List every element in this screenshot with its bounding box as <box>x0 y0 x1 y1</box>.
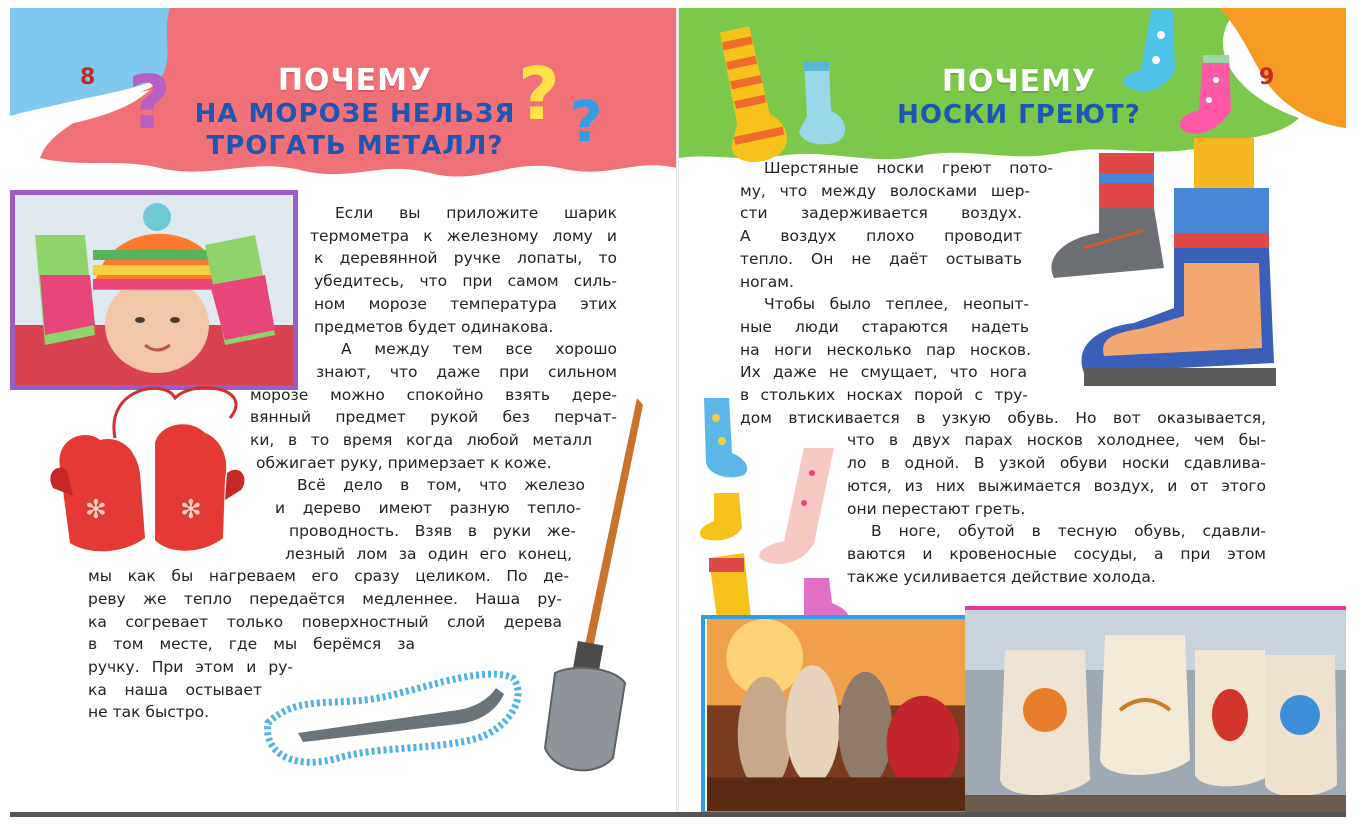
text-line: сти задерживается воздух. <box>740 204 1022 223</box>
text-line: вянный предмет рукой без перчат- <box>250 408 617 427</box>
text-line: морозе можно спокойно взять дере- <box>250 385 617 404</box>
title-line: ПОЧЕМУ <box>277 63 433 98</box>
question-mark-icon: ? <box>570 90 603 155</box>
question-mark-icon: ? <box>518 52 560 136</box>
right-page <box>679 8 1346 816</box>
text-line: Чтобы было теплее, неопыт- <box>764 295 1029 314</box>
text-line: ручку. При этом и ру- <box>88 658 293 677</box>
text-line: мы как бы нагреваем его сразу целиком. По де- <box>88 567 569 586</box>
text-line: ка согревает только поверхностный слой дерева <box>88 612 562 631</box>
text-line: А между тем все хорошо <box>341 340 617 359</box>
blue-sock-icon <box>789 56 854 151</box>
text-line: А воздух плохо проводит <box>740 227 1022 246</box>
text-line: Шерстяные носки греют пото- <box>764 159 1053 177</box>
page-number: 8 <box>80 65 96 90</box>
text-line: ло в одной. В узкой обуви носки сдавлива- <box>847 454 1266 473</box>
text-line: также усиливается действие холода. <box>847 567 1156 586</box>
text-line: Всё дело в том, что железо <box>297 476 585 495</box>
text-line: и дерево имеют разную тепло- <box>275 499 581 518</box>
title-line: НА МОРОЗЕ НЕЛЬЗЯ <box>194 99 516 129</box>
text-line: тепло. Он не даёт остывать <box>740 249 1022 268</box>
text-line: они перестают греть. <box>847 499 1026 518</box>
page-bottom-edge <box>10 812 1346 817</box>
svg-text:✻: ✻ <box>85 495 107 525</box>
left-page <box>10 8 677 816</box>
felt-boots-valenki-photo <box>965 606 1346 816</box>
text-line: на ноги несколько пар носков. <box>740 340 1031 359</box>
text-line: знают, что даже при сильном <box>316 362 617 381</box>
text-line: В ноге, обутой в тесную обувь, сдавли- <box>871 522 1266 541</box>
colorful-socks-icon <box>1111 10 1251 140</box>
text-line: обжигает руку, примерзает к коже. <box>256 453 552 472</box>
text-line: ки, в то время когда любой металл <box>250 431 592 450</box>
text-line: предметов будет одинакова. <box>314 317 554 336</box>
text-line: ные люди стараются надеть <box>740 317 1029 336</box>
title-line: ТРОГАТЬ МЕТАЛЛ? <box>206 131 504 161</box>
text-line: убедитесь, что при самом силь- <box>314 272 617 291</box>
text-line: не так быстро. <box>88 703 210 722</box>
text-line: лезный лом за один его конец, <box>285 544 572 563</box>
text-line: ном морозе температура этих <box>314 294 617 313</box>
body-text <box>10 202 677 724</box>
text-line: в стольких носках порой с тру- <box>740 386 1028 405</box>
text-line: к деревянной ручке лопаты, то <box>314 249 617 268</box>
question-mark-icon: ? <box>128 60 171 146</box>
title-line: НОСКИ ГРЕЮТ? <box>897 100 1141 130</box>
text-line: в том месте, где мы берёмся за <box>88 635 415 654</box>
page-number: 9 <box>1259 65 1275 90</box>
text-line: ваются и кровеносные сосуды, а при этом <box>847 544 1266 563</box>
text-line: проводность. Взяв в руки же- <box>289 521 576 540</box>
text-line: что в двух парах носков холоднее, чем бы- <box>847 431 1266 450</box>
text-line: термометра к железному лому и <box>310 226 617 245</box>
text-line: му, что между волосками шер- <box>740 181 1030 200</box>
svg-text:✻: ✻ <box>180 495 202 525</box>
feet-in-wool-socks-photo <box>701 615 1001 815</box>
text-line: Их даже не смущает, что нога <box>740 363 1027 382</box>
text-line: Если вы приложите шарик <box>335 204 617 222</box>
text-line: ногам. <box>740 272 794 291</box>
text-line: ются, из них выжимается воздух, и от этого <box>847 476 1266 495</box>
title-line: ПОЧЕМУ <box>941 64 1097 99</box>
striped-sock-icon <box>704 23 794 173</box>
body-text <box>679 157 1346 588</box>
text-line: ка наша остывает <box>88 680 262 699</box>
page-title <box>180 63 530 162</box>
text-line: дом втискивается в узкую обувь. Но вот оказывается, <box>740 408 1266 427</box>
text-line: реву же тепло передаётся медленнее. Наша ру- <box>88 589 562 608</box>
